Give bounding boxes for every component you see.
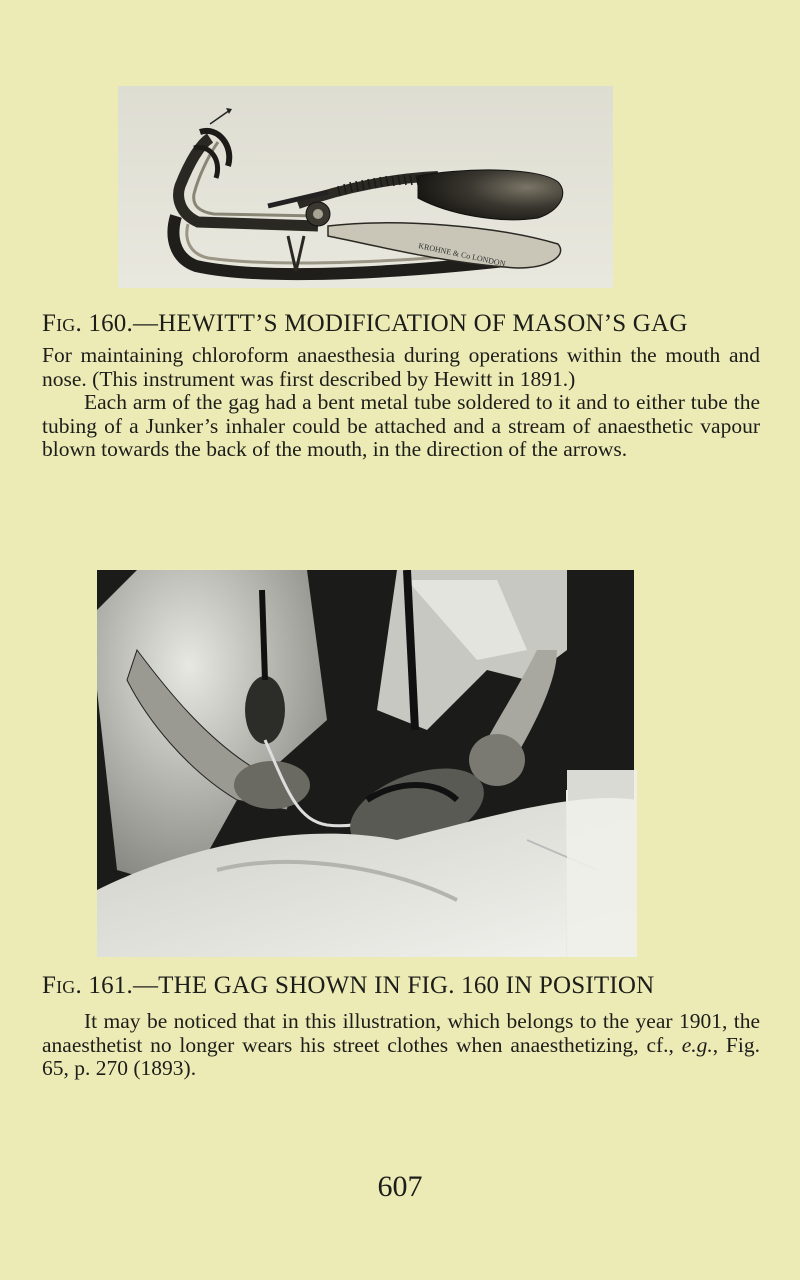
figure-160-description	[42, 344, 760, 462]
figure-160-caption-title: —HEWITT’S MODIFICATION OF MASON’S GAG	[132, 310, 688, 337]
figure-161-paragraph-part2: , Fig. 65, p. 270 (1893).	[42, 1032, 760, 1080]
figure-160-image	[118, 86, 613, 288]
figure-161-caption	[42, 972, 762, 1000]
figure-160-paragraph-1: For maintaining chloroform anaesthesia during operations within the mouth and nose. (This instrument was first described by Hewitt in 1891.)	[42, 343, 760, 391]
figure-161-description	[42, 1010, 760, 1081]
figure-161-paragraph-emphasis: e.g.	[681, 1032, 713, 1057]
figure-160-paragraph-2: Each arm of the gag had a bent metal tube soldered to it and to either tube the tubing of a Junker’s inhaler could be attached and a stream of anaesthetic vapour blown towards the back of the mouth, in the direction of the arrows.	[42, 390, 760, 461]
figure-161-paragraph-part1: It may be noticed that in this illustration, which belongs to the year 1901, the anaesthetist no longer wears his street clothes when anaesthetizing, cf.,	[42, 1009, 760, 1057]
figure-160-caption-prefix: Fig. 160.	[42, 310, 133, 337]
figure-161-paragraph	[42, 1010, 760, 1081]
figure-161-caption-title: —THE GAG SHOWN IN FIG. 160 IN POSITION	[132, 972, 655, 999]
page-number: 607	[377, 1170, 423, 1203]
engraving-maker-text: KROHNE & Co LONDON	[417, 241, 507, 269]
figure-161-caption-prefix: Fig. 161.	[42, 972, 133, 999]
figure-161-image	[97, 570, 637, 957]
figure-160-caption	[42, 310, 762, 338]
